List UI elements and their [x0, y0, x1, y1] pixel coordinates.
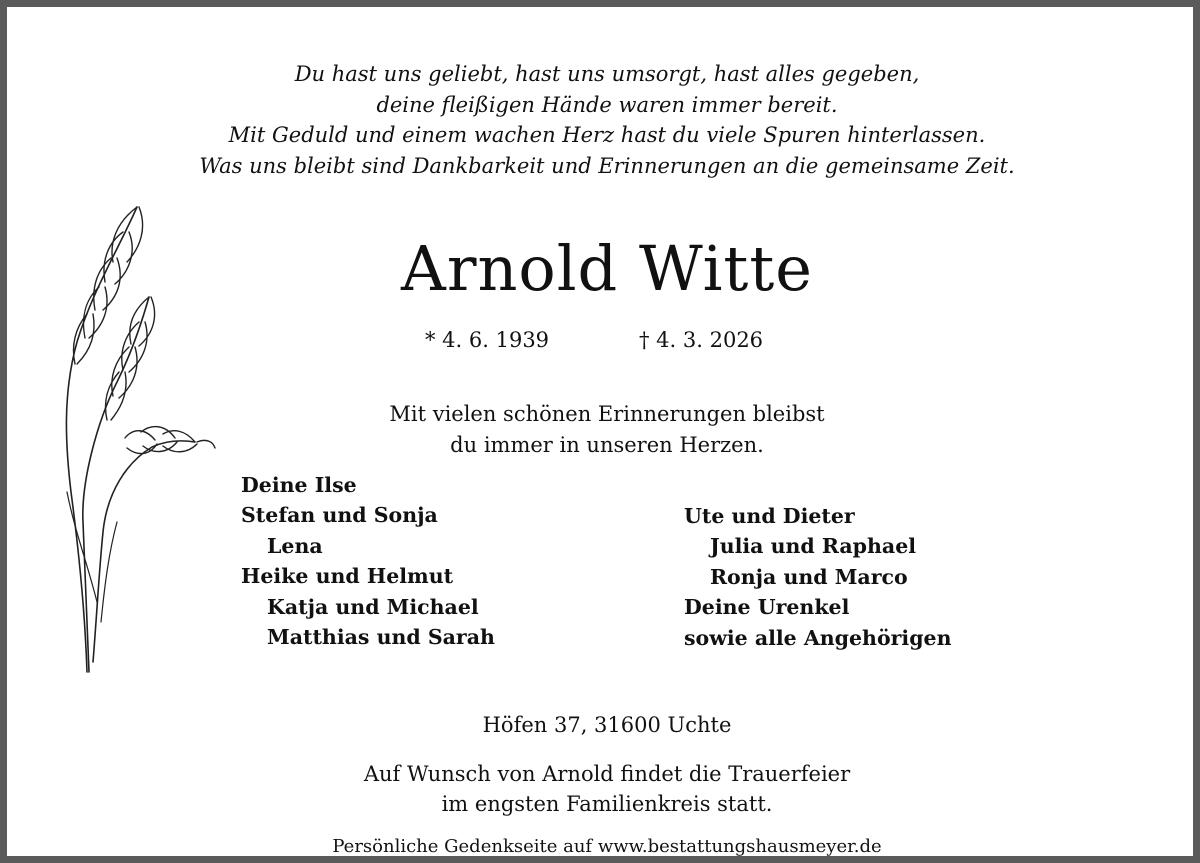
- mourner: Deine Urenkel: [684, 595, 850, 620]
- mourners-right: [684, 501, 952, 653]
- mourner: Matthias und Sarah: [267, 625, 495, 650]
- deceased-name: Arnold Witte: [401, 232, 813, 305]
- mourner: Julia und Raphael: [710, 534, 917, 559]
- mourner: Ronja und Marco: [710, 564, 908, 589]
- memory-line: Mit vielen schönen Erinnerungen bleibst: [389, 402, 825, 426]
- poem-line: Mit Geduld und einem wachen Herz hast du viele Spuren hinterlassen.: [228, 123, 986, 147]
- mourner: Lena: [267, 533, 323, 558]
- poem-line: deine fleißigen Hände waren immer bereit.: [376, 92, 838, 117]
- poem: [7, 59, 1200, 181]
- poem-line: Du hast uns geliebt, hast uns umsorgt, hast alles gegeben,: [294, 62, 920, 86]
- notice-line: im engsten Familienkreis statt.: [441, 792, 773, 816]
- notice-line: Auf Wunsch von Arnold findet die Trauerfeier: [363, 762, 851, 786]
- mourner: sowie alle Angehörigen: [684, 625, 952, 650]
- memory-line: du immer in unseren Herzen.: [450, 432, 764, 457]
- memory-text: [7, 399, 1200, 460]
- poem-line: Was uns bleibt sind Dankbarkeit und Erinnerungen an die gemeinsame Zeit.: [199, 153, 1015, 178]
- memorial-website: Persönliche Gedenkseite auf www.bestattungshausmeyer.de: [332, 836, 882, 857]
- death-date: † 4. 3. 2026: [639, 328, 764, 352]
- address: Höfen 37, 31600 Uchte: [482, 713, 732, 737]
- mourner: Stefan und Sonja: [241, 503, 438, 528]
- birth-date: * 4. 6. 1939: [425, 328, 550, 352]
- mourner: Heike und Helmut: [241, 564, 454, 589]
- mourner: Ute und Dieter: [684, 504, 855, 528]
- mourner: Deine Ilse: [241, 473, 357, 497]
- mourner: Katja und Michael: [267, 594, 479, 619]
- funeral-notice: [7, 759, 1200, 819]
- mourners-left: [241, 470, 495, 652]
